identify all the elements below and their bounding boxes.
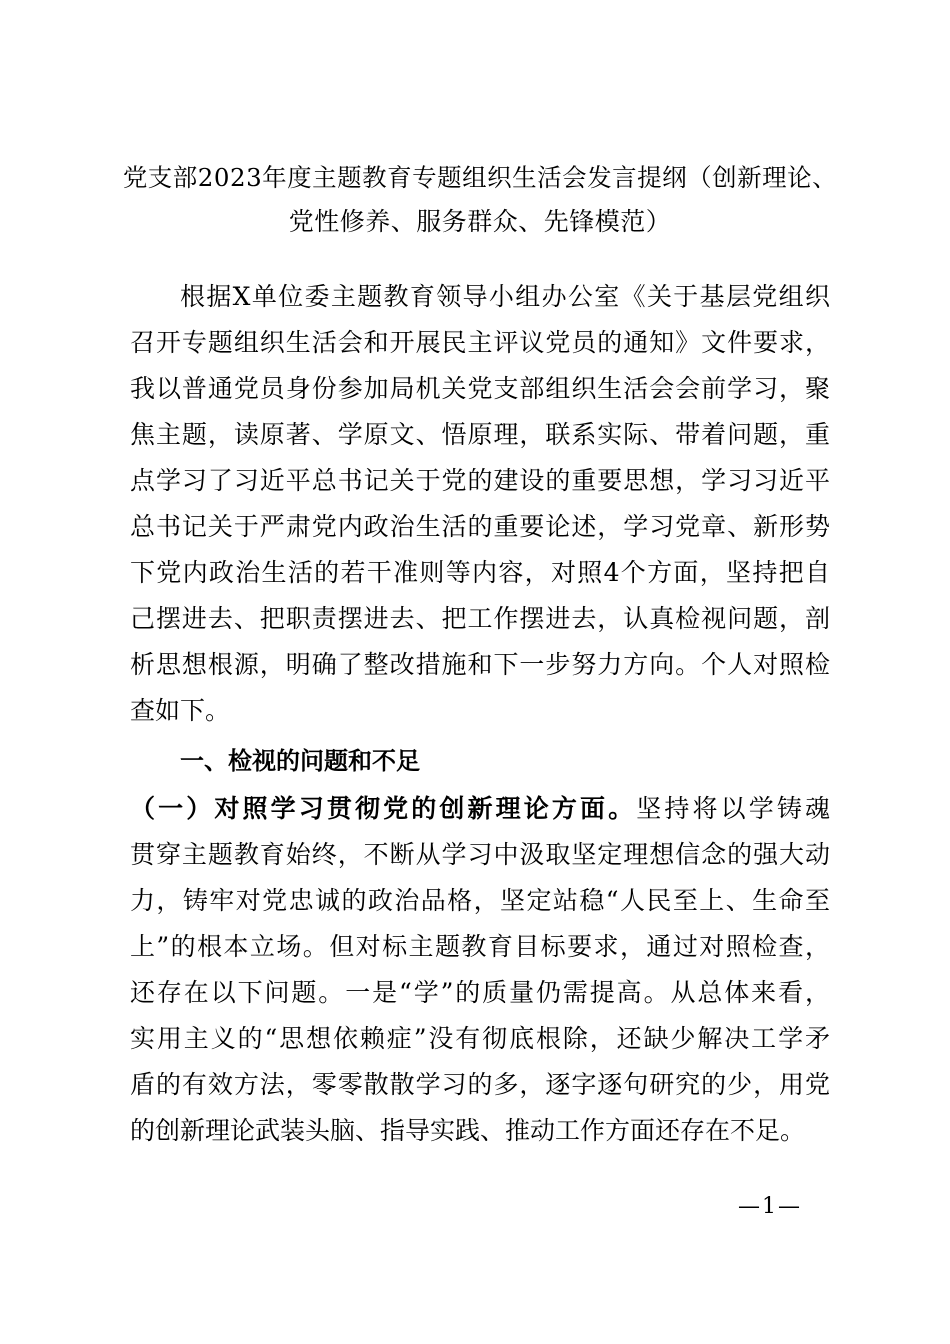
body-line: 上”的根本立场。但对标主题教育目标要求，通过对照检查， <box>130 932 830 961</box>
intro-line: 根据X单位委主题教育领导小组办公室《关于基层党组织 <box>180 282 830 311</box>
intro-line: 召开专题组织生活会和开展民主评议党员的通知》文件要求， <box>130 328 830 357</box>
body-line: 实用主义的“思想依赖症”没有彻底根除，还缺少解决工学矛 <box>130 1024 830 1053</box>
intro-line: 我以普通党员身份参加局机关党支部组织生活会会前学习，聚 <box>130 374 830 403</box>
intro-line: 己摆进去、把职责摆进去、把工作摆进去，认真检视问题，剖 <box>130 604 830 633</box>
title-line-1: 党支部2023年度主题教育专题组织生活会发言提纲（创新理论、 <box>122 163 838 192</box>
intro-line: 点学习了习近平总书记关于党的建设的重要思想，学习习近平 <box>130 466 830 495</box>
body-line: 还存在以下问题。一是“学”的质量仍需提高。从总体来看， <box>130 978 830 1007</box>
document-body <box>130 274 830 1154</box>
intro-line: 下党内政治生活的若干准则等内容，对照4个方面，坚持把自 <box>130 558 830 587</box>
subsection-first-line <box>130 786 830 832</box>
body-line: 贯穿主题教育始终，不断从学习中汲取坚定理想信念的强大动 <box>130 840 830 869</box>
intro-line: 焦主题，读原著、学原文、悟原理，联系实际、带着问题，重 <box>130 420 830 449</box>
title-line-2: 党性修养、服务群众、先锋模范） <box>288 207 672 236</box>
subsection-text: 坚持将以学铸魂 <box>636 794 830 823</box>
body-line: 盾的有效方法，零零散散学习的多，逐字逐句研究的少，用党 <box>130 1070 830 1099</box>
intro-line: 总书记关于严肃党内政治生活的重要论述，学习党章、新形势 <box>130 512 830 541</box>
section-heading: 一、检视的问题和不足 <box>180 747 420 775</box>
intro-line: 析思想根源，明确了整改措施和下一步努力方向。个人对照检 <box>130 650 830 679</box>
intro-line: 查如下。 <box>130 696 231 725</box>
body-line: 的创新理论武装头脑、指导实践、推动工作方面还存在不足。 <box>130 1116 806 1145</box>
page-number: —1— <box>738 1194 802 1219</box>
body-line: 力，铸牢对党忠诚的政治品格，坚定站稳“人民至上、生命至 <box>130 886 830 915</box>
subsection-heading: （一）对照学习贯彻党的创新理论方面。 <box>130 794 637 823</box>
document-title <box>120 156 840 244</box>
